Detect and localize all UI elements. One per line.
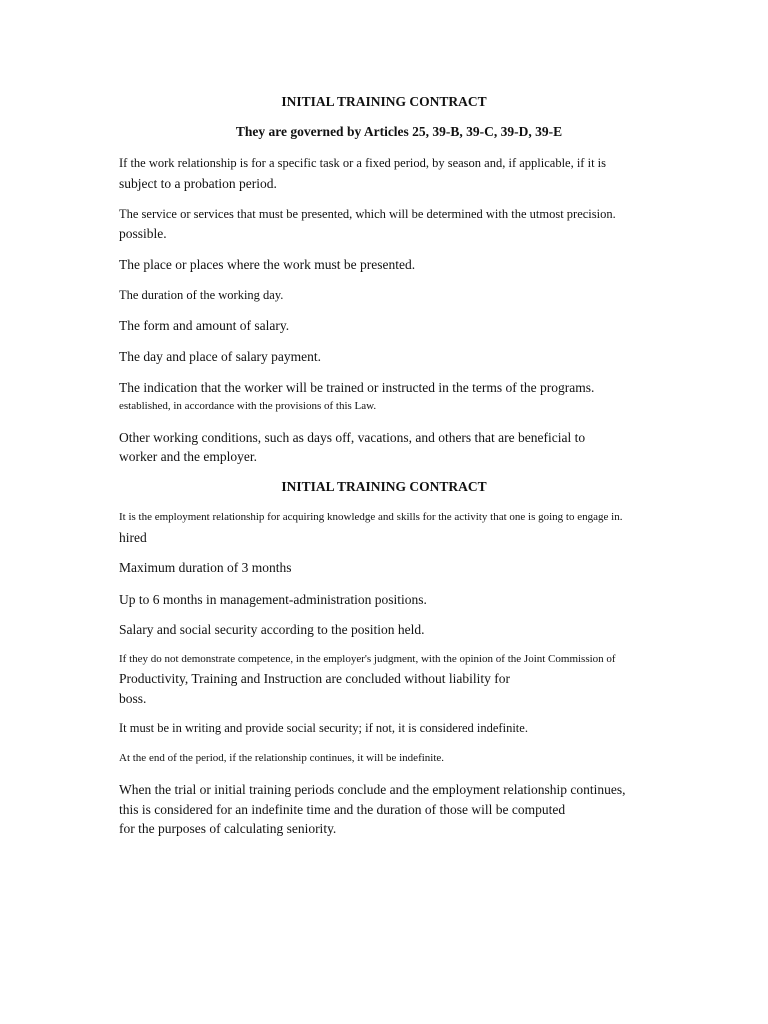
paragraph-line: When the trial or initial training periods conclude and the employment relationship continues, bbox=[119, 782, 626, 797]
paragraph-line: for the purposes of calculating seniority. bbox=[119, 821, 337, 836]
paragraph-line: Productivity, Training and Instruction are concluded without liability for bbox=[119, 671, 510, 686]
paragraph-line: At the end of the period, if the relationship continues, it will be indefinite. bbox=[119, 752, 445, 764]
paragraph-line: The indication that the worker will be trained or instructed in the terms of the programs. bbox=[119, 380, 595, 395]
section-subtitle: They are governed by Articles 25, 39-B, 39-C, 39-D, 39-E bbox=[235, 124, 563, 139]
paragraph-line: The place or places where the work must be presented. bbox=[119, 257, 416, 272]
paragraph-line: Up to 6 months in management-administration positions. bbox=[119, 592, 427, 607]
paragraph-line: If the work relationship is for a specific task or a fixed period, by season and, if applicable, if it is bbox=[119, 156, 607, 170]
paragraph-line: established, in accordance with the provisions of this Law. bbox=[119, 400, 377, 412]
section-title: INITIAL TRAINING CONTRACT bbox=[281, 479, 487, 494]
paragraph-line: The service or services that must be presented, which will be determined with the utmost precision. bbox=[119, 207, 616, 221]
paragraph-line: The form and amount of salary. bbox=[119, 318, 290, 333]
paragraph-line: It must be in writing and provide social security; if not, it is considered indefinite. bbox=[119, 721, 528, 735]
paragraph-line: worker and the employer. bbox=[119, 449, 257, 464]
paragraph-line: hired bbox=[119, 530, 147, 545]
paragraph-line: The duration of the working day. bbox=[119, 288, 284, 302]
paragraph-line: subject to a probation period. bbox=[119, 176, 277, 191]
paragraph-line: If they do not demonstrate competence, in the employer's judgment, with the opinion of the Joint Commission of bbox=[119, 653, 616, 665]
paragraph-line: The day and place of salary payment. bbox=[119, 349, 322, 364]
section-title: INITIAL TRAINING CONTRACT bbox=[281, 94, 487, 109]
paragraph-line: It is the employment relationship for acquiring knowledge and skills for the activity that one is going to engage in. bbox=[119, 511, 623, 523]
paragraph-line: boss. bbox=[119, 691, 147, 706]
paragraph-line: Maximum duration of 3 months bbox=[119, 560, 292, 575]
paragraph-line: Salary and social security according to the position held. bbox=[119, 622, 425, 637]
paragraph-line: possible. bbox=[119, 226, 167, 241]
paragraph-line: this is considered for an indefinite time and the duration of those will be computed bbox=[119, 802, 566, 817]
paragraph-line: Other working conditions, such as days off, vacations, and others that are beneficial to bbox=[119, 430, 586, 445]
